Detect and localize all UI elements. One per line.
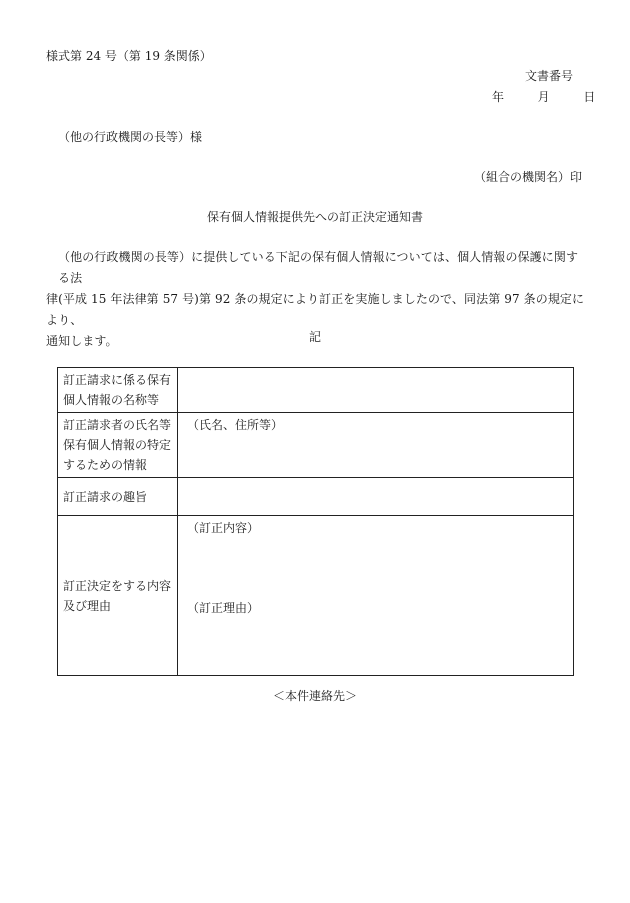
label-line: するための情報: [63, 458, 148, 472]
date-year: 年: [492, 90, 505, 104]
label-line: 訂正請求に係る保有: [63, 373, 172, 387]
ki-heading: 記: [308, 330, 321, 344]
label-request-purpose: 訂正請求の趣旨: [58, 478, 178, 516]
value-decision-content: [178, 516, 574, 676]
label-record-name: [58, 368, 178, 413]
correction-reason-hint: （訂正理由）: [187, 601, 260, 615]
label-requester-info: [58, 413, 178, 478]
value-record-name: [178, 368, 574, 413]
table-row: [58, 368, 574, 413]
document-title: 保有個人情報提供先への訂正決定通知書: [206, 210, 423, 224]
table-row: [58, 413, 574, 478]
body-line-3: 通知します。: [46, 334, 118, 348]
label-decision-content: [58, 516, 178, 676]
label-line: 訂正決定をする内容: [63, 578, 172, 593]
form-number: 様式第 24 号（第 19 条関係）: [46, 49, 212, 63]
value-hint: （氏名、住所等）: [187, 418, 284, 432]
recipient: （他の行政機関の長等）様: [58, 130, 203, 144]
date-day: 日: [583, 90, 596, 104]
value-request-purpose: [178, 478, 574, 516]
label-line: 保有個人情報の特定: [63, 438, 172, 452]
label-line: 個人情報の名称等: [63, 393, 160, 407]
value-requester-info: [178, 413, 574, 478]
correction-table: [57, 367, 574, 676]
label-line: 訂正請求者の氏名等: [63, 418, 172, 432]
date-month: 月: [537, 90, 550, 104]
sender-seal: （組合の機関名）印: [474, 170, 583, 184]
date-line: [492, 88, 595, 107]
correction-content-hint: （訂正内容）: [187, 521, 260, 535]
body-line-2: 律(平成 15 年法律第 57 号)第 92 条の規定により訂正を実施しましたので、同法第 97 条の規定により、: [46, 292, 585, 327]
body-line-1: （他の行政機関の長等）に提供している下記の保有個人情報については、個人情報の保護に関する法: [58, 250, 579, 285]
label-line: 及び理由: [63, 598, 112, 613]
table-row: [58, 516, 574, 676]
contact-heading: ＜本件連絡先＞: [272, 689, 357, 703]
document-number-label: 文書番号: [525, 69, 574, 83]
table-row: [58, 478, 574, 516]
